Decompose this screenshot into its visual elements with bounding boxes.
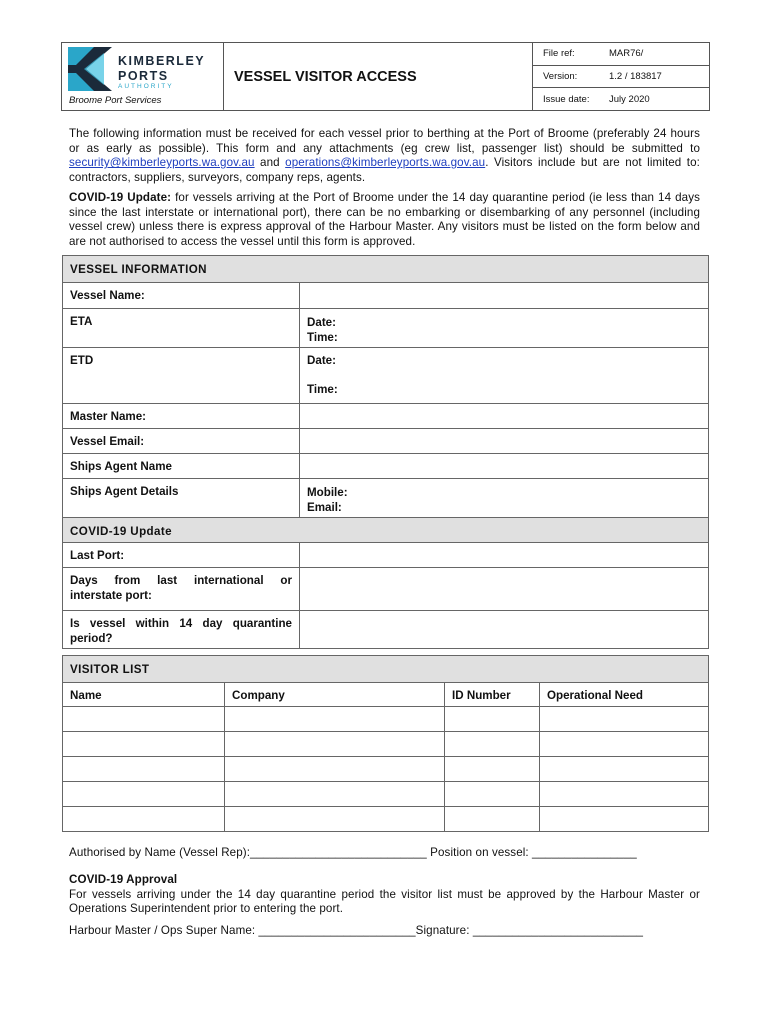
quarantine-field[interactable] — [300, 611, 708, 648]
visitor-need-cell[interactable] — [540, 757, 708, 781]
visitor-need-cell[interactable] — [540, 807, 708, 831]
visitor-header-row — [63, 682, 708, 706]
col-operational-need: Operational Need — [547, 689, 643, 702]
vessel-name-field[interactable] — [300, 283, 708, 308]
col-company: Company — [225, 683, 445, 706]
kimberley-ports-logo-icon — [64, 45, 116, 93]
col-name: Name — [63, 683, 225, 706]
etd-time-label: Time: — [307, 383, 338, 396]
document-header — [61, 42, 710, 111]
visitor-company-cell[interactable] — [225, 782, 445, 806]
visitor-id-cell[interactable] — [445, 807, 540, 831]
eta-date-label: Date: — [307, 316, 336, 329]
intro-text-1: The following information must be received for each vessel prior to berthing at the Port of Broome (preferably 24 hours or as early as possible). This form and any attachments (eg crew list, passenger list) should be submitted to — [69, 127, 700, 155]
visitor-row — [63, 756, 708, 781]
vessel-name-row — [63, 282, 708, 308]
days-from-field[interactable] — [300, 568, 708, 610]
visitor-id-cell[interactable] — [445, 782, 540, 806]
agent-name-row — [63, 453, 708, 478]
meta-label: File ref: — [543, 48, 575, 60]
intro-paragraph — [69, 127, 700, 185]
visitor-row — [63, 706, 708, 731]
etd-field[interactable] — [300, 348, 708, 403]
visitor-name-cell[interactable] — [63, 757, 225, 781]
visitor-need-cell[interactable] — [540, 732, 708, 756]
vessel-email-row — [63, 428, 708, 453]
visitor-row — [63, 806, 708, 831]
logo-line-2: PORTS — [118, 68, 169, 83]
logo-line-3: AUTHORITY — [118, 83, 174, 90]
agent-details-field[interactable] — [300, 479, 708, 517]
master-name-row — [63, 403, 708, 428]
days-from-label: Days from last international or interstate port: — [63, 568, 300, 610]
visitor-name-cell[interactable] — [63, 732, 225, 756]
etd-label: ETD — [63, 348, 300, 403]
meta-value: July 2020 — [609, 93, 650, 105]
vessel-info-table — [62, 255, 709, 649]
last-port-field[interactable] — [300, 543, 708, 567]
visitor-id-cell[interactable] — [445, 732, 540, 756]
last-port-row — [63, 542, 708, 567]
visitor-row — [63, 781, 708, 806]
meta-value: MAR76/ — [609, 48, 644, 60]
quarantine-label: Is vessel within 14 day quarantine period? — [63, 611, 300, 648]
approval-text: For vessels arriving under the 14 day quarantine period the visitor list must be approved by the Harbour Master or Operations Superintendent prior to entering the port. — [69, 887, 700, 916]
visitor-name-cell[interactable] — [63, 707, 225, 731]
logo-wordmark — [118, 55, 205, 91]
agent-details-row — [63, 478, 708, 517]
master-name-field[interactable] — [300, 404, 708, 428]
approval-heading: COVID-19 Approval — [69, 873, 178, 886]
meta-file-ref — [533, 43, 709, 65]
visitor-company-cell[interactable] — [225, 732, 445, 756]
visitor-list-heading: VISITOR LIST — [63, 656, 708, 682]
visitor-need-cell[interactable] — [540, 782, 708, 806]
master-name-label: Master Name: — [63, 404, 300, 428]
agent-name-field[interactable] — [300, 454, 708, 478]
visitor-company-cell[interactable] — [225, 707, 445, 731]
eta-field[interactable] — [300, 309, 708, 347]
harbour-master-line[interactable]: Harbour Master / Ops Super Name: ________________________Signature: __________________________ — [69, 924, 644, 937]
last-port-label: Last Port: — [63, 543, 300, 567]
intro-and: and — [254, 156, 286, 170]
covid-section-heading: COVID-19 Update — [63, 517, 708, 542]
eta-label: ETA — [63, 309, 300, 347]
agent-mobile-label: Mobile: — [307, 486, 348, 499]
covid-note-paragraph — [69, 191, 700, 249]
visitor-row — [63, 731, 708, 756]
meta-label: Version: — [543, 71, 578, 82]
meta-label: Issue date: — [543, 93, 590, 105]
visitor-company-cell[interactable] — [225, 807, 445, 831]
etd-date-label: Date: — [307, 354, 336, 367]
days-from-row — [63, 567, 708, 610]
operations-email-link[interactable]: operations@kimberleyports.wa.gov.au — [285, 156, 486, 170]
visitor-company-cell[interactable] — [225, 757, 445, 781]
vessel-email-field[interactable] — [300, 429, 708, 453]
approval-block — [69, 873, 700, 917]
visitor-list-table — [62, 655, 709, 832]
col-id-number: ID Number — [445, 683, 540, 706]
security-email-link[interactable]: security@kimberleyports.wa.gov.au — [69, 156, 255, 170]
meta-version — [533, 65, 709, 88]
intro-text-2: . Visitors include but are not limited to: contractors, suppliers, surveyors, company reps, agents. — [69, 156, 701, 184]
document-title: VESSEL VISITOR ACCESS — [224, 43, 533, 110]
visitor-need-cell[interactable] — [540, 707, 708, 731]
eta-time-label: Time: — [307, 331, 338, 344]
agent-name-label: Ships Agent Name — [63, 454, 300, 478]
covid-note-text: for vessels arriving at the Port of Broome under the 14 day quarantine period (ie less than 14 days since the last interstate or international port), there can be no embarking or disembarking of any personnel (including vessel crew) unless there is express approval of the Harbour Master. Any visitors must be listed on the form below and are not authorised to access the vessel until this form is approved. — [69, 191, 701, 248]
agent-details-label: Ships Agent Details — [63, 479, 300, 517]
agent-email-label: Email: — [307, 501, 342, 514]
covid-note-label: COVID-19 Update: — [69, 191, 172, 204]
visitor-name-cell[interactable] — [63, 782, 225, 806]
document-meta — [533, 43, 709, 110]
visitor-id-cell[interactable] — [445, 707, 540, 731]
quarantine-row — [63, 610, 708, 648]
etd-row — [63, 347, 708, 403]
vessel-info-heading: VESSEL INFORMATION — [63, 256, 708, 282]
logo-line-1: KIMBERLEY — [118, 54, 206, 68]
vessel-name-label: Vessel Name: — [63, 283, 300, 308]
meta-issue-date — [533, 87, 709, 110]
header-subtitle: Broome Port Services — [69, 95, 162, 106]
logo-cell — [62, 43, 224, 110]
eta-row — [63, 308, 708, 347]
authorised-by-line[interactable]: Authorised by Name (Vessel Rep):___________________________ Position on vessel: ________________ — [69, 846, 637, 859]
meta-value: 1.2 / 183817 — [609, 71, 662, 82]
visitor-id-cell[interactable] — [445, 757, 540, 781]
visitor-name-cell[interactable] — [63, 807, 225, 831]
vessel-email-label: Vessel Email: — [63, 429, 300, 453]
